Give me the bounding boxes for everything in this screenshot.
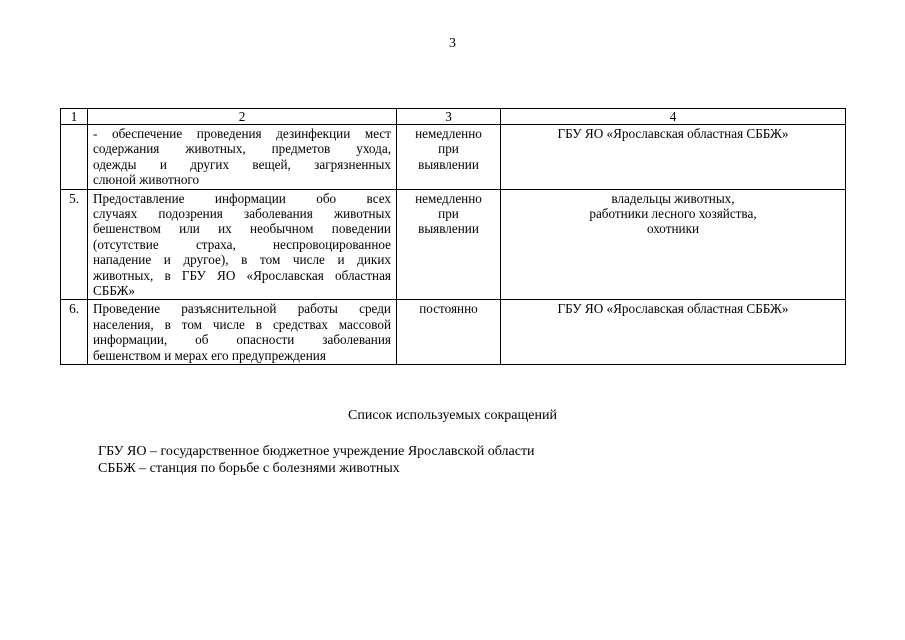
action-line: нападение и другое), в том числе и диких <box>93 252 391 268</box>
term-line: при <box>438 141 459 157</box>
column-header-3: 3 <box>397 109 501 125</box>
abbreviation-item: ГБУ ЯО – государственное бюджетное учреждение Ярославской области <box>98 444 535 459</box>
action-line: населения, в том числе в средствах массовой <box>93 316 391 332</box>
abbreviations-title: Список используемых сокращений <box>348 408 557 423</box>
term-line: постоянно <box>419 301 478 317</box>
table-row <box>61 125 846 190</box>
executor-line: охотники <box>646 221 700 237</box>
term-cell <box>397 300 501 365</box>
row-number: 5. <box>61 189 88 300</box>
term-line: при <box>438 206 459 222</box>
action-line: СББЖ» <box>93 283 136 299</box>
action-line: слюной животного <box>93 172 200 188</box>
row-number: 6. <box>61 300 88 365</box>
executor-cell <box>501 125 846 190</box>
executor-cell <box>501 300 846 365</box>
action-line: Предоставление информации обо всех <box>93 190 391 206</box>
action-line: Проведение разъяснительной работы среди <box>93 301 391 317</box>
executor-line: ГБУ ЯО «Ярославская областная СББЖ» <box>557 301 789 317</box>
action-cell <box>88 300 397 365</box>
term-cell <box>397 125 501 190</box>
executor-line: владельцы животных, <box>611 190 735 206</box>
executor-cell <box>501 189 846 300</box>
executor-line: ГБУ ЯО «Ярославская областная СББЖ» <box>557 126 789 141</box>
term-line: немедленно <box>415 126 482 141</box>
action-cell <box>88 189 397 300</box>
term-line: выявлении <box>418 156 479 172</box>
table-row <box>61 189 846 300</box>
page-number: 3 <box>449 36 456 51</box>
column-header-2: 2 <box>88 109 397 125</box>
action-line: бешенством и мерах его предупреждения <box>93 347 326 363</box>
executor-line: работники лесного хозяйства, <box>589 206 757 222</box>
action-line: одежды и других вещей, загрязненных <box>93 156 391 172</box>
abbreviation-item: СББЖ – станция по борьбе с болезнями животных <box>98 461 400 476</box>
table-header-row <box>61 109 846 125</box>
column-header-4: 4 <box>501 109 846 125</box>
action-line: - обеспечение проведения дезинфекции мест <box>93 126 391 141</box>
action-line: (отсутствие страха, неспровоцированное <box>93 236 391 252</box>
term-line: немедленно <box>415 190 482 206</box>
action-line: случаях подозрения заболевания животных <box>93 206 391 222</box>
action-line: бешенством или их необычном поведении <box>93 221 391 237</box>
term-line: выявлении <box>418 221 479 237</box>
term-cell <box>397 189 501 300</box>
action-cell <box>88 125 397 190</box>
action-line: содержания животных, предметов ухода, <box>93 141 391 157</box>
action-line: животных, в ГБУ ЯО «Ярославская областная <box>93 267 391 283</box>
row-number <box>61 125 88 190</box>
table-row <box>61 300 846 365</box>
abbreviations-list <box>98 443 535 477</box>
column-header-1: 1 <box>61 109 88 125</box>
measures-table <box>60 108 846 365</box>
action-line: информации, об опасности заболевания <box>93 332 391 348</box>
